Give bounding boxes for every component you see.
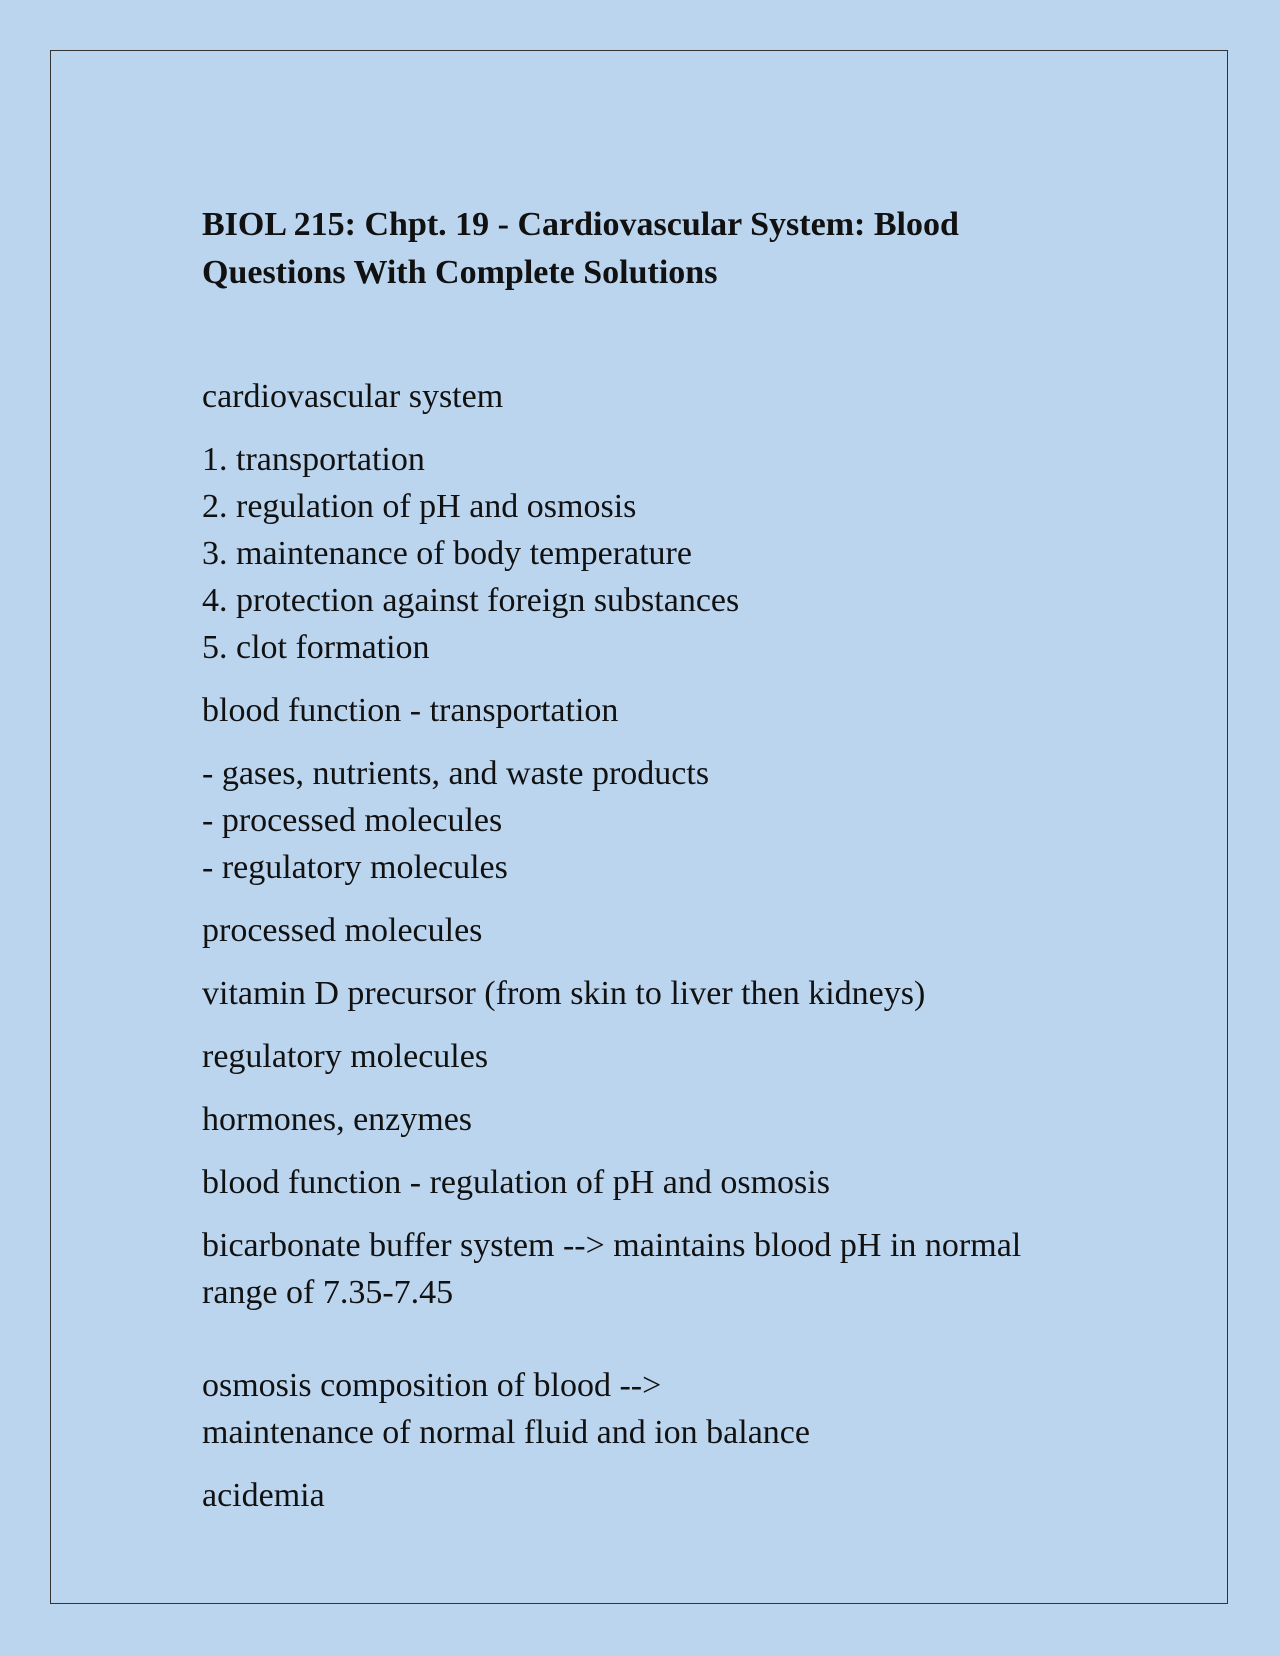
document-body <box>202 373 1202 1519</box>
list-item: 3. maintenance of body temperature <box>202 535 692 572</box>
definition-text: osmosis composition of blood --> <box>202 1367 662 1404</box>
definition-text: maintenance of normal fluid and ion balance <box>202 1414 810 1451</box>
definition-bicarbonate-buffer <box>202 1222 1202 1316</box>
list-item: - regulatory molecules <box>202 849 508 886</box>
definition-osmosis-composition <box>202 1362 1202 1456</box>
term-regulatory-molecules <box>202 1033 1202 1080</box>
definition-text: vitamin D precursor (from skin to liver then kidneys) <box>202 975 926 1012</box>
definition-transportation <box>202 750 1202 891</box>
list-item: 5. clot formation <box>202 629 430 666</box>
definition-text: bicarbonate buffer system --> maintains blood pH in normal <box>202 1227 1022 1264</box>
term-text: cardiovascular system <box>202 378 504 415</box>
term-text: blood function - regulation of pH and osmosis <box>202 1164 830 1201</box>
definition-cardiovascular-functions <box>202 436 1202 671</box>
term-cardiovascular-system <box>202 373 1202 420</box>
term-blood-function-ph-osmosis <box>202 1159 1202 1206</box>
definition-text: range of 7.35-7.45 <box>202 1274 454 1311</box>
title-line-2: Questions With Complete Solutions <box>202 254 718 291</box>
term-acidemia <box>202 1472 1202 1519</box>
term-text: blood function - transportation <box>202 692 619 729</box>
title-line-1: BIOL 215: Chpt. 19 - Cardiovascular System: Blood <box>202 206 959 243</box>
definition-processed-molecules <box>202 970 1202 1017</box>
term-text: acidemia <box>202 1477 325 1514</box>
document-title <box>202 201 1202 297</box>
page-content <box>202 201 1202 1535</box>
page-frame <box>50 50 1228 1604</box>
list-item: 2. regulation of pH and osmosis <box>202 488 637 525</box>
term-blood-function-transportation <box>202 687 1202 734</box>
list-item: - processed molecules <box>202 802 503 839</box>
term-processed-molecules <box>202 907 1202 954</box>
definition-text: hormones, enzymes <box>202 1101 473 1138</box>
list-item: 4. protection against foreign substances <box>202 582 740 619</box>
term-text: processed molecules <box>202 912 483 949</box>
list-item: - gases, nutrients, and waste products <box>202 755 710 792</box>
term-text: regulatory molecules <box>202 1038 489 1075</box>
definition-regulatory-molecules <box>202 1096 1202 1143</box>
list-item: 1. transportation <box>202 441 425 478</box>
